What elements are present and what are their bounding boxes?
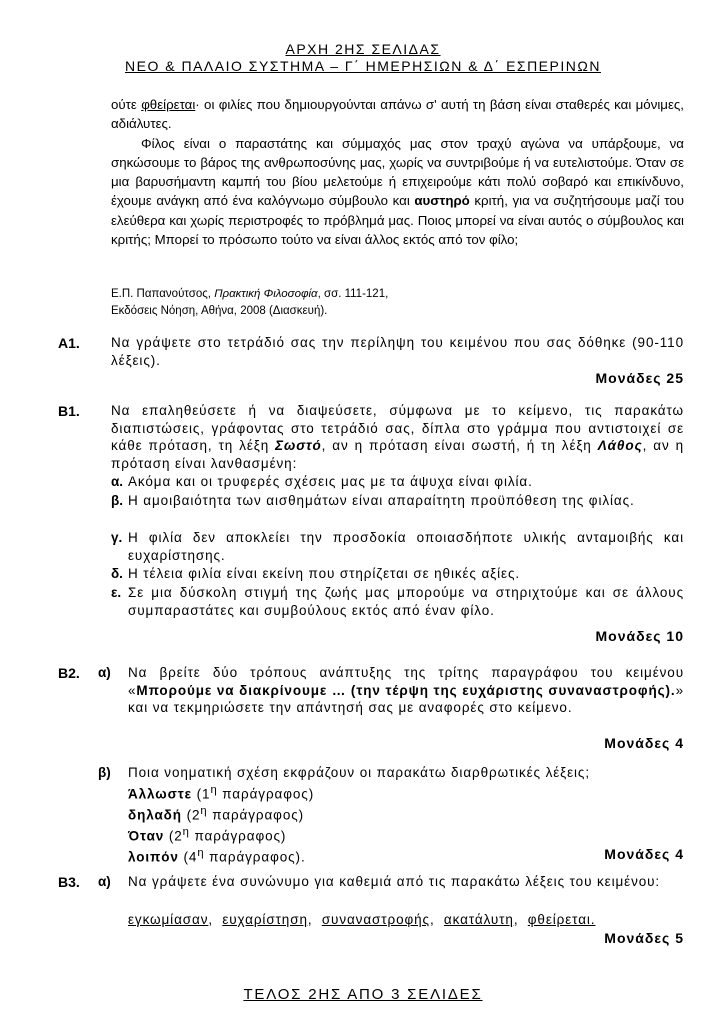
b2b-word-row: λοιπόν ($4^\eta$ παράγραφος). [128,847,306,865]
passage-text [111,95,684,249]
question-b2b-text: Ποια νοηματική σχέση εκφράζουν οι παρακάτω διαρθρωτικές λέξεις; [128,765,590,780]
b1-item-text: Η αμοιβαιότητα των αισθημάτων είναι απαραίτητη προϋπόθεση της φιλίας. [128,493,635,508]
b2b-word-row: δηλαδή ($2^\eta$ παράγραφος) [128,805,305,823]
b1-item-text: Ακόμα και οι τρυφερές σχέσεις μας με τα άψυχα είναι φιλία. [128,474,533,489]
b3-word: ακατάλυτη [443,912,514,927]
question-b3a-label: α) [98,874,111,889]
b2b-word-row: Όταν ($2^\eta$ παράγραφος) [128,826,287,844]
question-b2a-text: Να βρείτε δύο τρόπους ανάπτυξης της τρίτης παραγράφου του κειμένου «Μπορούμε να διακρίνουμε … (την τέρψη της ευχάριστης συναναστροφής).» και να τεκμηριώσετε την απάντησή σας με αναφορές στο κείμενο. [128,665,684,716]
b3-word: συναναστροφής [321,912,430,927]
source-citation: Ε.Π. Παπανούτσος, Πρακτική Φιλοσοφία, σσ. 111-121, Εκδόσεις Νόηση, Αθήνα, 2008 (Διασκευή). [111,288,389,317]
question-b3-marks: Μονάδες 5 [604,930,684,946]
b3-word: φθείρεται. [527,912,596,927]
b2b-word-row: Άλλωστε ($1^\eta$ παράγραφος) [128,784,315,802]
b3-word-list: εγκωμίασαν, ευχαρίστηση, συναναστροφής, ακατάλυτη, φθείρεται. [128,912,596,927]
question-a1-text: Να γράψετε στο τετράδιό σας την περίληψη του κειμένου που σας δόθηκε (90-110 λέξεις). [111,335,684,368]
question-b1-marks: Μονάδες 10 [595,628,684,644]
b1-item-letter: β. [111,493,123,508]
question-b2b-marks: Μονάδες 4 [604,846,684,862]
question-a1-label: Α1. [58,335,80,351]
page-header-line2: ΝΕΟ & ΠΑΛΑΙΟ ΣΥΣΤΗΜΑ – Γ΄ ΗΜΕΡΗΣΙΩΝ & Δ΄ ΕΣΠΕΡΙΝΩΝ [125,58,601,74]
b3-word: εγκωμίασαν [128,912,209,927]
b1-item-letter: α. [111,474,124,489]
question-b2b-label: β) [98,765,111,780]
b1-item-letter: ε. [111,585,122,600]
b1-item-letter: δ. [111,566,123,581]
question-a1-marks: Μονάδες 25 [595,370,684,386]
b1-item-text: Σε μια δύσκολη στιγμή της ζωής μας μπορούμε να στηριχτούμε και σε άλλους συμπαραστάτες και συμβούλους εκτός από έναν φίλο. [128,585,684,618]
page-header-line1: ΑΡΧΗ 2ΗΣ ΣΕΛΙΔΑΣ [285,41,441,57]
b1-item-text: Η τέλεια φιλία είναι εκείνη που στηρίζεται σε ηθικές αξίες. [128,566,520,581]
question-b2a-marks: Μονάδες 4 [604,735,684,751]
question-b1-label: Β1. [58,403,80,419]
question-b2a-label: α) [98,665,111,680]
question-b3a-text: Να γράψετε ένα συνώνυμο για καθεμιά από τις παρακάτω λέξεις του κειμένου: [128,874,661,889]
question-b3-label: Β3. [58,874,80,890]
b3-word: ευχαρίστηση [222,912,308,927]
b1-item-text: Η φιλία δεν αποκλείει την προσδοκία οποιασδήποτε υλικής ανταμοιβής και ευχαρίστησης. [128,530,684,563]
page-footer: ΤΕΛΟΣ 2ΗΣ ΑΠΟ 3 ΣΕΛΙΔΕΣ [243,986,483,1003]
passage-paragraph-2: Φίλος είναι ο παραστάτης και σύμμαχός μας στον τραχύ αγώνα να υπάρξουμε, να σηκώσουμε το βάρος της ανθρωποσύνης μας, χωρίς να συντριβούμε ή να ευτελιστούμε. Όταν σε μια βαρυσήμαντη καμπή του βίου μελετούμε ή επιχειρούμε κάτι πολύ σοβαρό και επικίνδυνο, έχουμε ανάγκη από ένα καλόγνωμο σύμβουλο και αυστηρό κριτή, για να συζητήσουμε μαζί του ελεύθερα και χωρίς περιστροφές το πρόβλημά μας. Ποιος μπορεί να είναι αυτός ο σύμβουλος και κριτής; Μπορεί το πρόσωπο τούτο να είναι άλλος εκτός από τον φίλο; [111,135,684,248]
question-b1-intro: Να επαληθεύσετε ή να διαψεύσετε, σύμφωνα με το κείμενο, τις παρακάτω διαπιστώσεις, γράφοντας στο τετράδιό σας, δίπλα στο γράμμα που αντιστοιχεί σε κάθε πρόταση, τη λέξη Σωστό, αν η πρόταση είναι σωστή, ή τη λέξη Λάθος, αν η πρόταση είναι λανθασμένη: [111,403,685,471]
question-b2-label: Β2. [58,665,80,681]
passage-paragraph-1: ούτε φθείρεται· οι φιλίες που δημιουργούνται απάνω σ' αυτή τη βάση είναι σταθερές και μόνιμες, αδιάλυτες. [111,97,684,132]
b2b-word-list [128,782,684,866]
b1-item-letter: γ. [111,530,123,545]
